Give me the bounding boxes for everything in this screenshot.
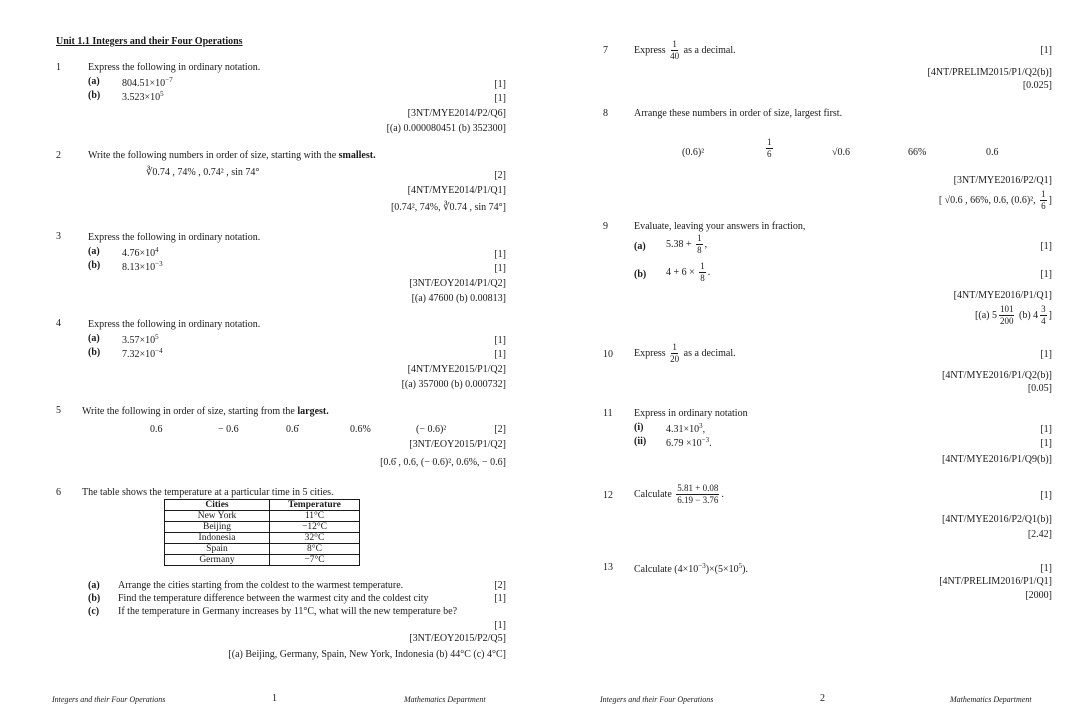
question-number: 12 bbox=[603, 490, 613, 501]
question-text: Express the following in ordinary notation. bbox=[88, 319, 261, 330]
question-number: 4 bbox=[56, 318, 61, 329]
mark-allocation: [1] bbox=[1040, 563, 1052, 574]
table-cell: Indonesia bbox=[165, 533, 270, 544]
question-number: 5 bbox=[56, 405, 61, 416]
question-text: Calculate $\frac{5.81 + 0.08}{6.19 - 3.76}$ . bbox=[634, 483, 724, 505]
mark-allocation: [1] bbox=[494, 620, 506, 631]
table-cell: Germany bbox=[165, 555, 270, 566]
value-item: 0.6 bbox=[150, 424, 163, 435]
source-reference: [4NT/MYE2016/P2/Q1(b)] bbox=[942, 514, 1052, 525]
table-cell: 8°C bbox=[270, 544, 360, 555]
table-header: Temperature bbox=[270, 500, 360, 511]
source-reference: [4NT/MYE2015/P1/Q2] bbox=[407, 364, 506, 375]
mark-allocation: [1] bbox=[494, 263, 506, 274]
value-item: 0.6% bbox=[350, 424, 371, 435]
part-text: If the temperature in Germany increases by 11°C, what will the new temperature be? bbox=[118, 606, 458, 617]
part-expression: $3.57\times 10^5$ bbox=[122, 333, 159, 346]
value-item: − 0.6 bbox=[218, 424, 239, 435]
part-label: (b) bbox=[88, 347, 101, 358]
answer-key: [ √0.6 , 66%, 0.6, (0.6)², $\frac{1}{6}$ ] bbox=[938, 189, 1052, 211]
footer-title: Integers and their Four Operations bbox=[600, 695, 714, 704]
question-number: 6 bbox=[56, 487, 61, 498]
question-text: Express $\frac{1}{40}$ as a decimal. bbox=[634, 39, 736, 61]
value-item: 0.6̇ bbox=[286, 424, 299, 435]
footer-department: Mathematics Department bbox=[950, 695, 1032, 704]
part-label: (a) bbox=[634, 241, 646, 252]
source-reference: [3NT/EOY2015/P1/Q2] bbox=[409, 439, 506, 450]
answer-key: [0.6̇ , 0.6, (− 0.6)², 0.6%, − 0.6] bbox=[380, 457, 506, 468]
answer-key: [0.74², 74%, ∛0.74 , sin 74°] bbox=[390, 202, 506, 213]
mark-allocation: [2] bbox=[494, 424, 506, 435]
table-header: Cities bbox=[165, 500, 270, 511]
mark-allocation: [1] bbox=[1040, 349, 1052, 360]
table-cell: 11°C bbox=[270, 511, 360, 522]
part-label: (ii) bbox=[634, 436, 647, 447]
mark-allocation: [1] bbox=[494, 593, 506, 604]
table-cell: Spain bbox=[165, 544, 270, 555]
mark-allocation: [1] bbox=[494, 249, 506, 260]
source-reference: [3NT/EOY2014/P1/Q2] bbox=[409, 278, 506, 289]
answer-key: [(a) 0.000080451 (b) 352300] bbox=[386, 123, 506, 134]
table-cell: 32°C bbox=[270, 533, 360, 544]
part-label: (c) bbox=[88, 606, 100, 617]
question-number: 10 bbox=[603, 349, 613, 360]
mark-allocation: [1] bbox=[494, 79, 506, 90]
mark-allocation: [1] bbox=[494, 93, 506, 104]
answer-key: [(a) 357000 (b) 0.000732] bbox=[401, 379, 506, 390]
source-reference: [3NT/EOY2015/P2/Q5] bbox=[409, 633, 506, 644]
part-expression: $8.13\times 10^{-3}$ bbox=[122, 260, 163, 273]
mark-allocation: [1] bbox=[494, 335, 506, 346]
part-text: Arrange the cities starting from the coldest to the warmest temperature. bbox=[118, 580, 404, 591]
answer-key: [0.05] bbox=[1027, 383, 1052, 394]
question-number: 11 bbox=[603, 408, 613, 419]
part-label: (a) bbox=[88, 246, 100, 257]
temperature-table bbox=[164, 499, 360, 566]
question-number: 7 bbox=[603, 45, 608, 56]
table-cell: −12°C bbox=[270, 522, 360, 533]
part-label: (a) bbox=[88, 333, 100, 344]
answer-key: [2000] bbox=[1025, 590, 1052, 601]
page-number: 2 bbox=[820, 693, 825, 704]
source-reference: [4NT/PRELIM2015/P1/Q2(b)] bbox=[927, 67, 1052, 78]
table-row bbox=[165, 544, 360, 555]
table-row bbox=[165, 522, 360, 533]
answer-key: [0.025] bbox=[1022, 80, 1052, 91]
question-number: 9 bbox=[603, 221, 608, 232]
source-reference: [4NT/MYE2014/P1/Q1] bbox=[407, 185, 506, 196]
number-list: ∛0.74 , 74% , 0.74² , sin 74° bbox=[146, 167, 260, 178]
value-item: √0.6 bbox=[832, 147, 850, 158]
part-expression: $4.76\times 10^4$ bbox=[122, 246, 159, 259]
mark-allocation: [1] bbox=[1040, 424, 1052, 435]
question-text: Evaluate, leaving your answers in fraction, bbox=[634, 221, 806, 232]
table-header-row bbox=[165, 500, 360, 511]
part-label: (b) bbox=[88, 260, 101, 271]
mark-allocation: [1] bbox=[494, 349, 506, 360]
part-label: (b) bbox=[88, 90, 101, 101]
question-text: Write the following numbers in order of size, starting with the smallest. bbox=[88, 150, 376, 161]
answer-key: [2.42] bbox=[1027, 529, 1052, 540]
value-item: 66% bbox=[908, 147, 927, 158]
table-row bbox=[165, 533, 360, 544]
part-label: (b) bbox=[88, 593, 101, 604]
question-number: 8 bbox=[603, 108, 608, 119]
page-right bbox=[540, 0, 1080, 718]
part-expression: $7.32\times 10^{-4}$ bbox=[122, 347, 163, 360]
question-text: Express $\frac{1}{20}$ as a decimal. bbox=[634, 342, 736, 364]
mark-allocation: [1] bbox=[1040, 490, 1052, 501]
source-reference: [4NT/PRELIM2016/P1/Q1] bbox=[939, 576, 1052, 587]
mark-allocation: [1] bbox=[1040, 45, 1052, 56]
part-expression: 4 + 6 × $\frac{1}{8}$ . bbox=[666, 261, 711, 283]
mark-allocation: [1] bbox=[1040, 241, 1052, 252]
value-item: (0.6)² bbox=[682, 147, 705, 158]
table-row bbox=[165, 511, 360, 522]
part-expression: 5.38 + $\frac{1}{8}$ , bbox=[666, 233, 708, 255]
part-label: (a) bbox=[88, 580, 100, 591]
part-label: (a) bbox=[88, 76, 100, 87]
question-number: 1 bbox=[56, 62, 61, 73]
table-cell: Beijing bbox=[165, 522, 270, 533]
source-reference: [3NT/MYE2016/P2/Q1] bbox=[953, 175, 1052, 186]
source-reference: [3NT/MYE2014/P2/Q6] bbox=[407, 108, 506, 119]
question-text: Calculate $(4\times 10^{-3})\times(5\times 10^5)$. bbox=[634, 562, 748, 575]
question-text: Express the following in ordinary notation. bbox=[88, 62, 261, 73]
footer-department: Mathematics Department bbox=[404, 695, 486, 704]
question-text: The table shows the temperature at a particular time in 5 cities. bbox=[82, 487, 334, 498]
table-cell: New York bbox=[165, 511, 270, 522]
source-reference: [4NT/MYE2016/P1/Q1] bbox=[953, 290, 1052, 301]
answer-key: [(a) 5 $\frac{101}{200}$ (b) 4 $\frac{3}{4}$ ] bbox=[975, 304, 1052, 326]
part-expression: $6.79 \times 10^{-3}$. bbox=[666, 436, 712, 449]
question-number: 2 bbox=[56, 150, 61, 161]
part-expression: $4.31\times 10^3$, bbox=[666, 422, 706, 435]
part-label: (i) bbox=[634, 422, 644, 433]
answer-key: [(a) Beijing, Germany, Spain, New York, Indonesia (b) 44°C (c) 4°C] bbox=[228, 649, 506, 660]
part-label: (b) bbox=[634, 269, 647, 280]
question-text: Arrange these numbers in order of size, largest first. bbox=[634, 108, 843, 119]
part-expression: $804.51\times 10^{-7}$ bbox=[122, 76, 173, 89]
question-text: Express the following in ordinary notation. bbox=[88, 232, 261, 243]
answer-key: [(a) 47600 (b) 0.00813] bbox=[411, 293, 506, 304]
mark-allocation: [1] bbox=[1040, 438, 1052, 449]
question-number: 3 bbox=[56, 231, 61, 242]
table-cell: −7°C bbox=[270, 555, 360, 566]
table-row bbox=[165, 555, 360, 566]
mark-allocation: [1] bbox=[1040, 269, 1052, 280]
footer-title: Integers and their Four Operations bbox=[52, 695, 166, 704]
page-number: 1 bbox=[272, 693, 277, 704]
source-reference: [4NT/MYE2016/P1/Q9(b)] bbox=[942, 454, 1052, 465]
question-number: 13 bbox=[603, 562, 613, 573]
value-item: 0.6 bbox=[986, 147, 999, 158]
unit-title: Unit 1.1 Integers and their Four Operations bbox=[56, 36, 243, 47]
part-text: Find the temperature difference between the warmest city and the coldest city bbox=[118, 593, 429, 604]
mark-allocation: [2] bbox=[494, 580, 506, 591]
part-expression: $3.523\times 10^5$ bbox=[122, 90, 164, 103]
value-item: (− 0.6)² bbox=[416, 424, 447, 435]
question-text: Write the following in order of size, starting from the largest. bbox=[82, 406, 329, 417]
source-reference: [4NT/MYE2016/P1/Q2(b)] bbox=[942, 370, 1052, 381]
mark-allocation: [2] bbox=[494, 170, 506, 181]
question-text: Express in ordinary notation bbox=[634, 408, 748, 419]
value-item: $\frac{1}{6}$ bbox=[767, 137, 772, 159]
